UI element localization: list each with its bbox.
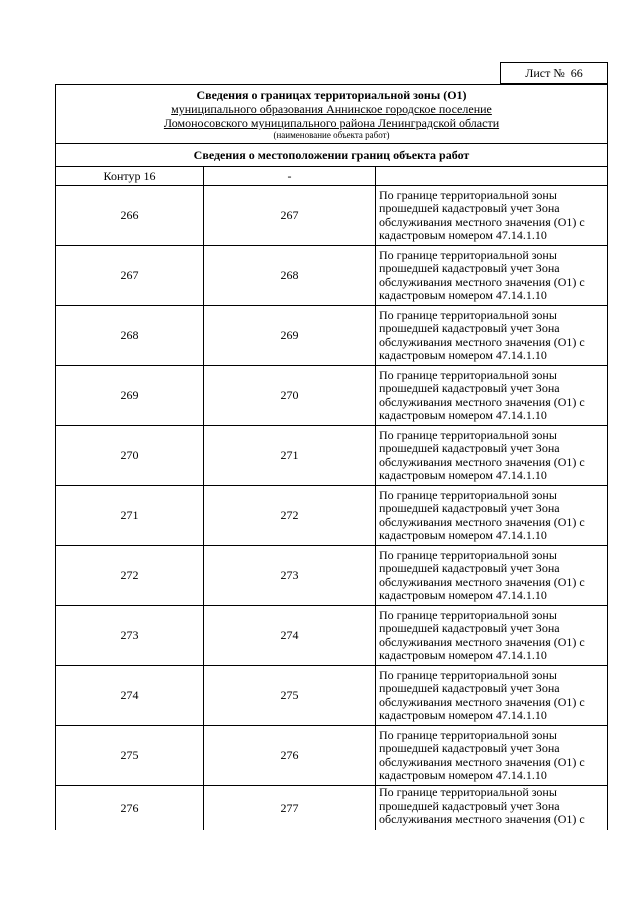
point-to: 269 bbox=[204, 306, 376, 366]
point-from: 266 bbox=[56, 186, 204, 246]
table-row bbox=[56, 246, 608, 306]
table-row bbox=[56, 726, 608, 786]
table-row bbox=[56, 486, 608, 546]
table-row bbox=[56, 606, 608, 666]
contour-row bbox=[56, 167, 608, 186]
point-from: 273 bbox=[56, 606, 204, 666]
point-from: 274 bbox=[56, 666, 204, 726]
sheet-label: Лист № bbox=[525, 65, 565, 80]
table-row bbox=[56, 366, 608, 426]
table-row bbox=[56, 186, 608, 246]
table-row bbox=[56, 786, 608, 831]
point-to: 268 bbox=[204, 246, 376, 306]
boundary-description: По границе территориальной зоны прошедшей кадастровый учет Зона обслуживания местного значения (О1) с кадастровым номером 47.14.1.10 bbox=[376, 606, 608, 666]
point-to: 273 bbox=[204, 546, 376, 606]
header-title: Сведения о границах территориальной зоны (О1) bbox=[196, 88, 467, 102]
point-from: 271 bbox=[56, 486, 204, 546]
header-municipality: муниципального образования Аннинское городское поселение bbox=[171, 102, 492, 116]
boundary-table bbox=[55, 166, 608, 830]
table-row bbox=[56, 426, 608, 486]
point-to: 274 bbox=[204, 606, 376, 666]
header-caption: (наименование объекта работ) bbox=[273, 130, 390, 140]
sheet-number-box bbox=[500, 62, 608, 84]
boundary-description: По границе территориальной зоны прошедшей кадастровый учет Зона обслуживания местного значения (О1) с кадастровым номером 47.14.1.10 bbox=[376, 486, 608, 546]
point-to: 277 bbox=[204, 786, 376, 831]
point-from: 275 bbox=[56, 726, 204, 786]
point-to: 275 bbox=[204, 666, 376, 726]
document-header bbox=[55, 84, 608, 144]
sheet-number: 66 bbox=[570, 65, 583, 80]
boundary-description: По границе территориальной зоны прошедшей кадастровый учет Зона обслуживания местного значения (О1) с кадастровым номером 47.14.1.10 bbox=[376, 186, 608, 246]
boundary-description: По границе территориальной зоны прошедшей кадастровый учет Зона обслуживания местного значения (О1) с кадастровым номером 47.14.1.10 bbox=[376, 426, 608, 486]
boundary-description: По границе территориальной зоны прошедшей кадастровый учет Зона обслуживания местного значения (О1) с кадастровым номером 47.14.1.10 bbox=[376, 306, 608, 366]
table-row bbox=[56, 306, 608, 366]
point-from: 272 bbox=[56, 546, 204, 606]
contour-extra bbox=[376, 167, 608, 186]
contour-dash: - bbox=[204, 167, 376, 186]
boundary-description: По границе территориальной зоны прошедшей кадастровый учет Зона обслуживания местного значения (О1) с кадастровым номером 47.14.1.10 bbox=[376, 246, 608, 306]
point-to: 270 bbox=[204, 366, 376, 426]
boundary-description: По границе территориальной зоны прошедшей кадастровый учет Зона обслуживания местного значения (О1) с кадастровым номером 47.14.1.10 bbox=[376, 366, 608, 426]
point-from: 269 bbox=[56, 366, 204, 426]
contour-label: Контур 16 bbox=[56, 167, 204, 186]
table-row bbox=[56, 546, 608, 606]
point-to: 272 bbox=[204, 486, 376, 546]
point-from: 267 bbox=[56, 246, 204, 306]
boundary-description: По границе территориальной зоны прошедшей кадастровый учет Зона обслуживания местного значения (О1) с кадастровым номером 47.14.1.10 bbox=[376, 726, 608, 786]
point-to: 267 bbox=[204, 186, 376, 246]
header-district: Ломоносовского муниципального района Ленинградской области bbox=[163, 116, 500, 130]
point-from: 276 bbox=[56, 786, 204, 831]
point-to: 276 bbox=[204, 726, 376, 786]
point-to: 271 bbox=[204, 426, 376, 486]
point-from: 268 bbox=[56, 306, 204, 366]
section-title: Сведения о местоположении границ объекта работ bbox=[55, 143, 608, 167]
boundary-description: По границе территориальной зоны прошедшей кадастровый учет Зона обслуживания местного значения (О1) с bbox=[376, 786, 608, 831]
boundary-description: По границе территориальной зоны прошедшей кадастровый учет Зона обслуживания местного значения (О1) с кадастровым номером 47.14.1.10 bbox=[376, 546, 608, 606]
boundary-description: По границе территориальной зоны прошедшей кадастровый учет Зона обслуживания местного значения (О1) с кадастровым номером 47.14.1.10 bbox=[376, 666, 608, 726]
table-row bbox=[56, 666, 608, 726]
point-from: 270 bbox=[56, 426, 204, 486]
